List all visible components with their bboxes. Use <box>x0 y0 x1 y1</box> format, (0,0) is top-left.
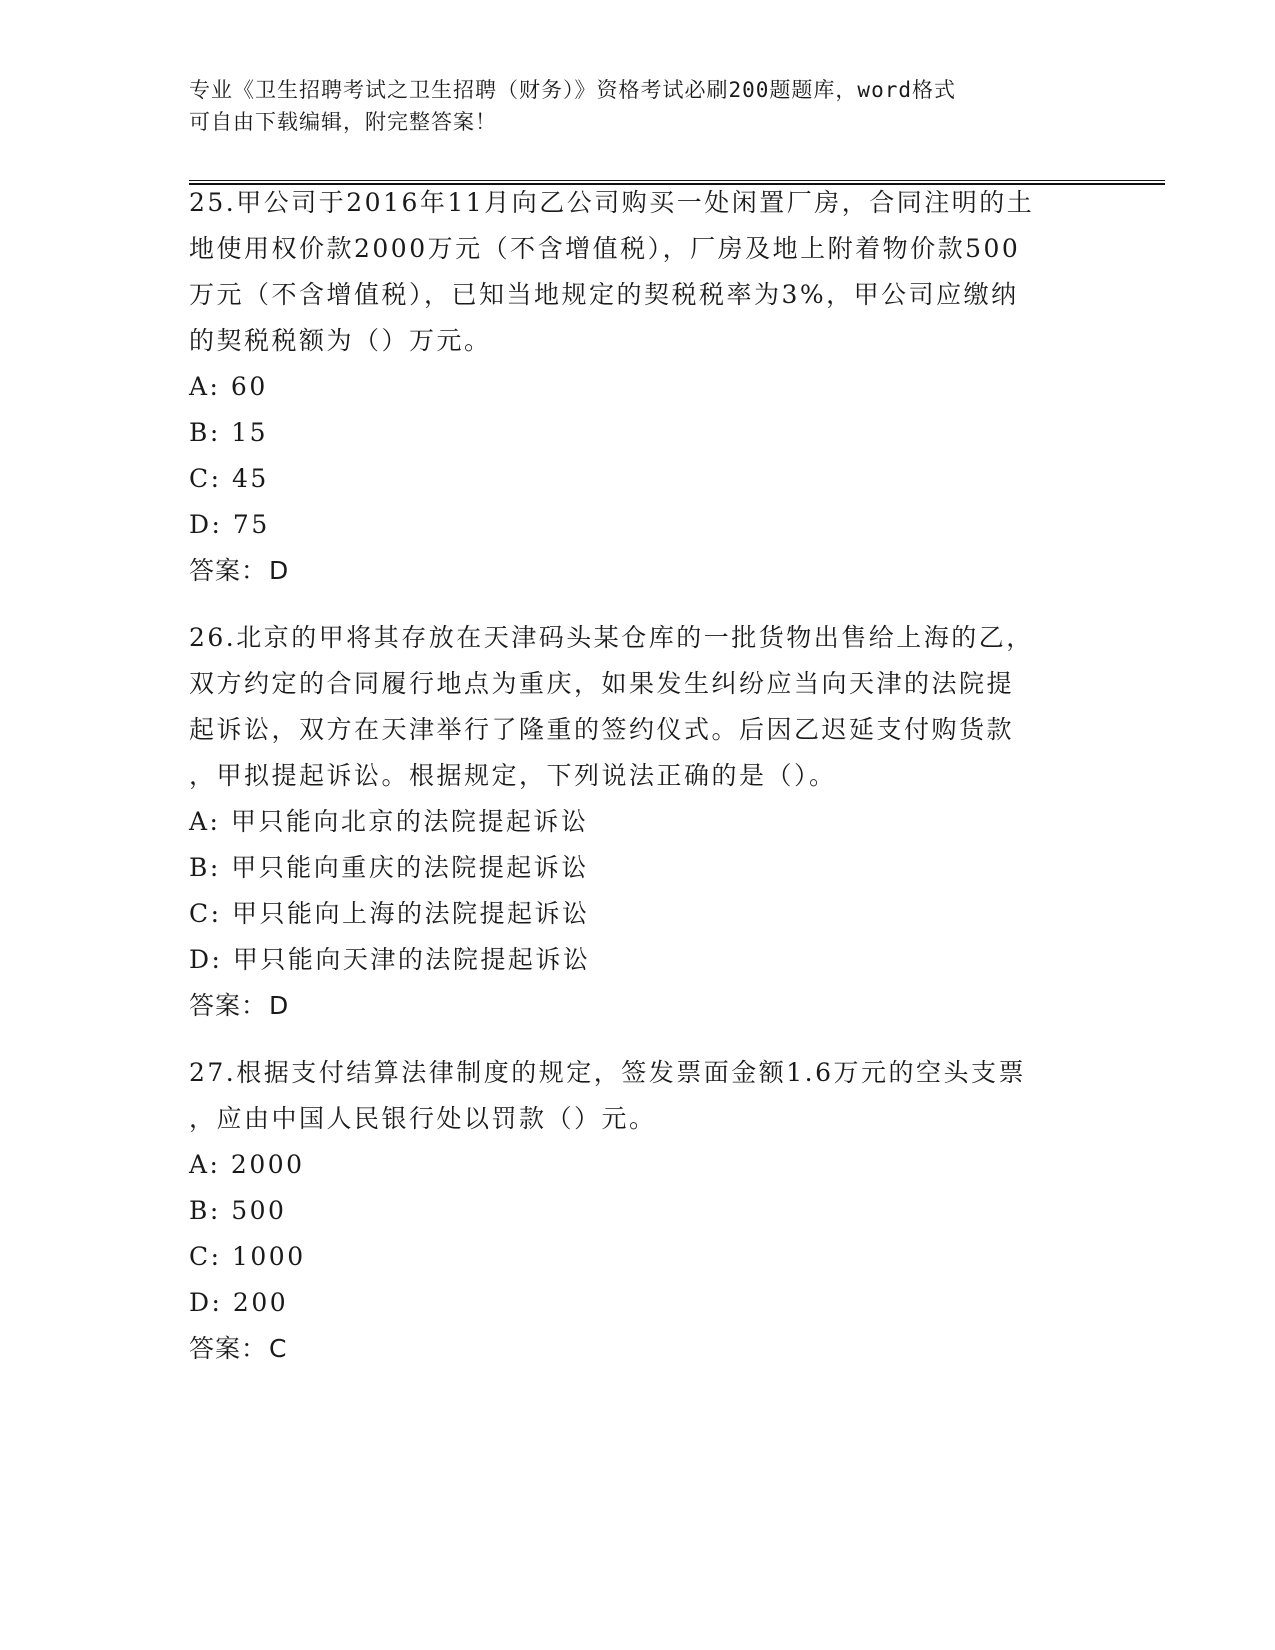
option-b: B: 甲只能向重庆的法院提起诉讼 <box>189 853 589 882</box>
answer-value: C <box>269 1334 288 1363</box>
answer-label: 答案： <box>189 556 268 585</box>
option-c: C: 甲只能向上海的法院提起诉讼 <box>189 899 590 928</box>
answer-label: 答案： <box>189 991 268 1020</box>
answer-value: D <box>269 991 290 1020</box>
header-line-1: 专业《卫生招聘考试之卫生招聘（财务）》资格考试必刷200题题库，word格式 <box>189 78 956 102</box>
stem-line: 双方约定的合同履行地点为重庆，如果发生纠纷应当向天津的法院提 <box>189 669 1015 698</box>
header-line-2: 可自由下载编辑，附完整答案！ <box>189 110 497 134</box>
document-header <box>189 74 1089 138</box>
option-d: D: 甲只能向天津的法院提起诉讼 <box>189 945 591 974</box>
stem-line: 地使用权价款2000万元（不含增值税），厂房及地上附着物价款500 <box>189 234 1021 263</box>
stem-line: ，甲拟提起诉讼。根据规定，下列说法正确的是（）。 <box>189 761 837 790</box>
option-a: A: 60 <box>189 372 268 401</box>
answer-line <box>189 983 1089 1029</box>
stem-line: 27.根据支付结算法律制度的规定，签发票面金额1.6万元的空头支票 <box>189 1058 1027 1087</box>
answer-value: D <box>269 556 290 585</box>
option-b: B: 500 <box>189 1196 287 1225</box>
option-a: A: 2000 <box>189 1150 305 1179</box>
answer-label: 答案： <box>189 1334 268 1363</box>
answer-line <box>189 1326 1089 1372</box>
option-d: D: 75 <box>189 510 270 539</box>
question-27 <box>189 1050 1089 1372</box>
answer-line <box>189 548 1089 594</box>
stem-line: 26.北京的甲将其存放在天津码头某仓库的一批货物出售给上海的乙， <box>189 623 1034 652</box>
option-d: D: 200 <box>189 1288 289 1317</box>
question-26 <box>189 615 1089 1029</box>
question-stem <box>189 1050 1089 1142</box>
stem-line: 万元（不含增值税），已知当地规定的契税税率为3%，甲公司应缴纳 <box>189 280 1019 309</box>
question-25 <box>189 180 1089 594</box>
stem-line: 起诉讼，双方在天津举行了隆重的签约仪式。后因乙迟延支付购货款 <box>189 715 1015 744</box>
option-a: A: 甲只能向北京的法院提起诉讼 <box>189 807 589 836</box>
option-c: C: 45 <box>189 464 269 493</box>
stem-line: 25.甲公司于2016年11月向乙公司购买一处闲置厂房，合同注明的土 <box>189 188 1035 217</box>
stem-line: 的契税税额为（）万元。 <box>189 326 492 355</box>
stem-line: ，应由中国人民银行处以罚款（）元。 <box>189 1104 657 1133</box>
question-stem <box>189 615 1089 799</box>
question-stem <box>189 180 1089 364</box>
option-c: C: 1000 <box>189 1242 306 1271</box>
option-b: B: 15 <box>189 418 269 447</box>
